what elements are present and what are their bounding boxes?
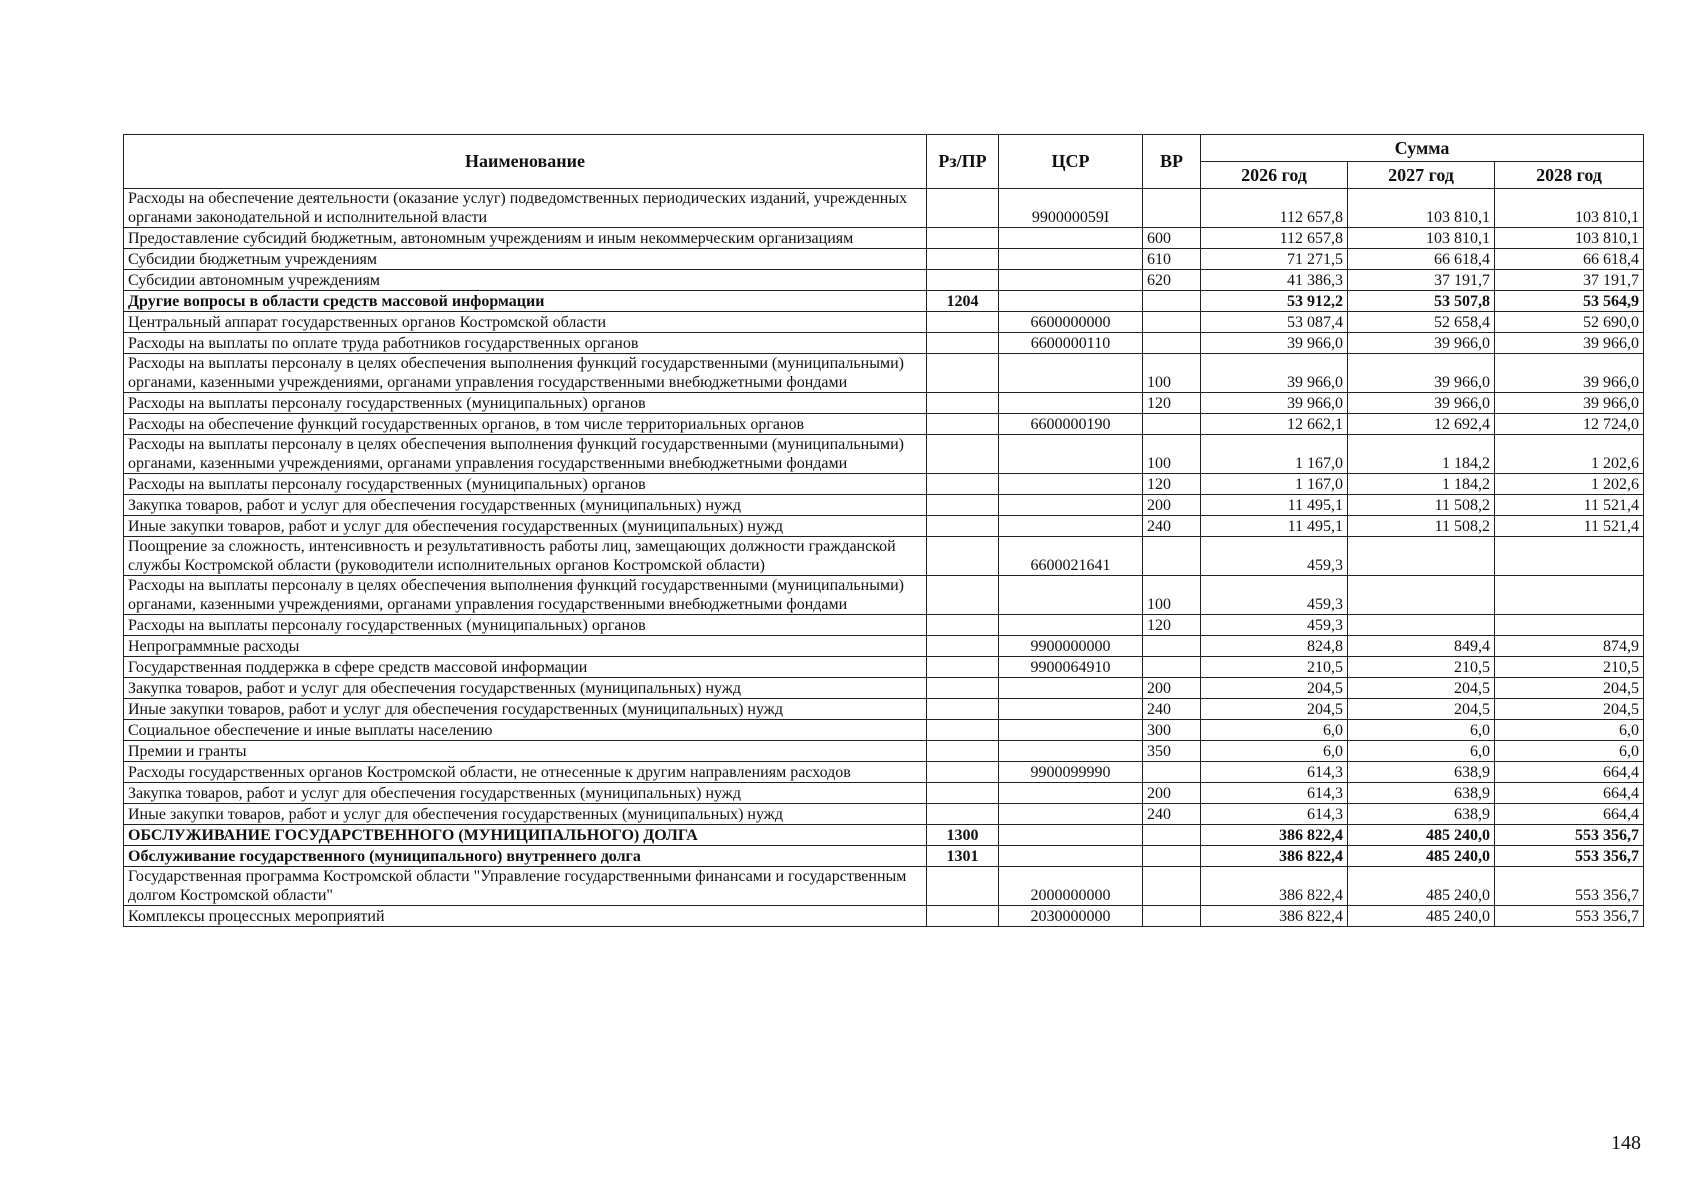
cell-rz: [927, 678, 999, 699]
cell-csr: 2000000000: [999, 867, 1143, 906]
cell-name: Иные закупки товаров, работ и услуг для обеспечения государственных (муниципальных) нужд: [124, 804, 927, 825]
table-row: [124, 333, 1644, 354]
page-number: 148: [1611, 1132, 1641, 1154]
cell-rz: [927, 720, 999, 741]
cell-2027: 1 184,2: [1348, 435, 1495, 474]
table-row: [124, 393, 1644, 414]
cell-csr: [999, 741, 1143, 762]
cell-csr: [999, 393, 1143, 414]
cell-2026: 614,3: [1201, 762, 1348, 783]
cell-rz: 1300: [927, 825, 999, 846]
cell-2026: 386 822,4: [1201, 846, 1348, 867]
cell-2027: 638,9: [1348, 783, 1495, 804]
cell-csr: 9900064910: [999, 657, 1143, 678]
cell-2028: 664,4: [1495, 804, 1644, 825]
cell-vr: 200: [1143, 783, 1201, 804]
cell-2026: 386 822,4: [1201, 825, 1348, 846]
cell-name: Государственная поддержка в сфере средств массовой информации: [124, 657, 927, 678]
header-2028: 2028 год: [1495, 162, 1644, 189]
cell-2027: [1348, 537, 1495, 576]
cell-name: Обслуживание государственного (муниципального) внутреннего долга: [124, 846, 927, 867]
cell-2028: [1495, 576, 1644, 615]
header-vr: ВР: [1143, 135, 1201, 189]
cell-vr: 120: [1143, 615, 1201, 636]
cell-2028: 52 690,0: [1495, 312, 1644, 333]
cell-2026: 71 271,5: [1201, 249, 1348, 270]
cell-2027: 37 191,7: [1348, 270, 1495, 291]
cell-vr: 610: [1143, 249, 1201, 270]
table-row: [124, 741, 1644, 762]
cell-2026: 39 966,0: [1201, 354, 1348, 393]
table-row: [124, 636, 1644, 657]
cell-vr: [1143, 636, 1201, 657]
table-row: [124, 228, 1644, 249]
cell-vr: [1143, 906, 1201, 927]
cell-csr: 9900000000: [999, 636, 1143, 657]
cell-name: Расходы на обеспечение деятельности (оказание услуг) подведомственных периодических изданий, учрежденных органами законодательной и исполнительной власти: [124, 189, 927, 228]
cell-rz: [927, 312, 999, 333]
cell-vr: 240: [1143, 516, 1201, 537]
cell-2028: 103 810,1: [1495, 189, 1644, 228]
table-row: [124, 354, 1644, 393]
cell-name: Расходы на выплаты персоналу государственных (муниципальных) органов: [124, 615, 927, 636]
cell-2028: 1 202,6: [1495, 435, 1644, 474]
table-row: [124, 537, 1644, 576]
cell-rz: [927, 741, 999, 762]
cell-2028: 103 810,1: [1495, 228, 1644, 249]
cell-rz: [927, 762, 999, 783]
cell-rz: [927, 783, 999, 804]
cell-name: Расходы на выплаты персоналу государственных (муниципальных) органов: [124, 393, 927, 414]
cell-rz: [927, 228, 999, 249]
cell-2028: 210,5: [1495, 657, 1644, 678]
cell-vr: 240: [1143, 804, 1201, 825]
cell-2028: 6,0: [1495, 720, 1644, 741]
cell-2026: 12 662,1: [1201, 414, 1348, 435]
cell-csr: [999, 699, 1143, 720]
cell-2027: 485 240,0: [1348, 906, 1495, 927]
cell-csr: [999, 615, 1143, 636]
cell-2027: 6,0: [1348, 720, 1495, 741]
cell-name: Субсидии бюджетным учреждениям: [124, 249, 927, 270]
cell-2026: 204,5: [1201, 678, 1348, 699]
cell-name: Расходы на обеспечение функций государственных органов, в том числе территориальных органов: [124, 414, 927, 435]
cell-2026: 53 912,2: [1201, 291, 1348, 312]
header-rz: Рз/ПР: [927, 135, 999, 189]
cell-vr: 200: [1143, 495, 1201, 516]
table-row: [124, 249, 1644, 270]
cell-name: Расходы на выплаты персоналу государственных (муниципальных) органов: [124, 474, 927, 495]
header-name: Наименование: [124, 135, 927, 189]
cell-2026: 1 167,0: [1201, 435, 1348, 474]
cell-2026: 614,3: [1201, 804, 1348, 825]
cell-2028: 39 966,0: [1495, 333, 1644, 354]
cell-2027: 12 692,4: [1348, 414, 1495, 435]
cell-vr: [1143, 825, 1201, 846]
header-2026: 2026 год: [1201, 162, 1348, 189]
cell-csr: 990000059I: [999, 189, 1143, 228]
cell-2027: 638,9: [1348, 804, 1495, 825]
cell-name: Расходы на выплаты по оплате труда работников государственных органов: [124, 333, 927, 354]
cell-csr: [999, 495, 1143, 516]
cell-name: Иные закупки товаров, работ и услуг для обеспечения государственных (муниципальных) нужд: [124, 516, 927, 537]
cell-vr: [1143, 312, 1201, 333]
table-row: [124, 699, 1644, 720]
cell-2026: 386 822,4: [1201, 906, 1348, 927]
cell-rz: [927, 270, 999, 291]
cell-2026: 459,3: [1201, 537, 1348, 576]
table-row: [124, 474, 1644, 495]
cell-2028: 53 564,9: [1495, 291, 1644, 312]
table-row: [124, 678, 1644, 699]
table-row: [124, 615, 1644, 636]
cell-csr: [999, 474, 1143, 495]
header-csr: ЦСР: [999, 135, 1143, 189]
table-row: [124, 495, 1644, 516]
cell-name: Предоставление субсидий бюджетным, автономным учреждениям и иным некоммерческим организациям: [124, 228, 927, 249]
cell-2027: 485 240,0: [1348, 867, 1495, 906]
cell-2027: 6,0: [1348, 741, 1495, 762]
cell-rz: [927, 804, 999, 825]
table-header: [124, 135, 1644, 189]
cell-csr: [999, 783, 1143, 804]
cell-csr: [999, 678, 1143, 699]
cell-vr: 100: [1143, 354, 1201, 393]
cell-2026: 459,3: [1201, 576, 1348, 615]
cell-2027: 1 184,2: [1348, 474, 1495, 495]
cell-name: Закупка товаров, работ и услуг для обеспечения государственных (муниципальных) нужд: [124, 783, 927, 804]
cell-2028: 39 966,0: [1495, 393, 1644, 414]
cell-vr: [1143, 762, 1201, 783]
cell-name: Комплексы процессных мероприятий: [124, 906, 927, 927]
cell-rz: [927, 537, 999, 576]
table-row: [124, 846, 1644, 867]
cell-2028: [1495, 537, 1644, 576]
cell-vr: 350: [1143, 741, 1201, 762]
cell-csr: [999, 435, 1143, 474]
cell-2028: 553 356,7: [1495, 846, 1644, 867]
cell-2028: 1 202,6: [1495, 474, 1644, 495]
cell-vr: [1143, 537, 1201, 576]
cell-rz: [927, 189, 999, 228]
cell-2027: 11 508,2: [1348, 516, 1495, 537]
cell-rz: [927, 699, 999, 720]
cell-name: Центральный аппарат государственных органов Костромской области: [124, 312, 927, 333]
cell-vr: 600: [1143, 228, 1201, 249]
cell-csr: [999, 516, 1143, 537]
cell-name: Расходы государственных органов Костромской области, не отнесенные к другим направлениям расходов: [124, 762, 927, 783]
cell-csr: [999, 576, 1143, 615]
cell-2026: 53 087,4: [1201, 312, 1348, 333]
cell-name: Поощрение за сложность, интенсивность и результативность работы лиц, замещающих должности гражданской службы Костромской области (руководители исполнительных органов Костромской области): [124, 537, 927, 576]
cell-rz: [927, 576, 999, 615]
cell-2027: 39 966,0: [1348, 393, 1495, 414]
table-row: [124, 291, 1644, 312]
cell-2027: 39 966,0: [1348, 333, 1495, 354]
table-row: [124, 576, 1644, 615]
cell-2028: 204,5: [1495, 678, 1644, 699]
cell-2026: 386 822,4: [1201, 867, 1348, 906]
cell-vr: 120: [1143, 474, 1201, 495]
cell-vr: [1143, 414, 1201, 435]
cell-2028: 553 356,7: [1495, 906, 1644, 927]
cell-2026: 6,0: [1201, 741, 1348, 762]
cell-rz: [927, 636, 999, 657]
cell-2028: 664,4: [1495, 762, 1644, 783]
cell-2027: 103 810,1: [1348, 189, 1495, 228]
table-row: [124, 657, 1644, 678]
table-row: [124, 783, 1644, 804]
cell-rz: 1204: [927, 291, 999, 312]
cell-2027: 849,4: [1348, 636, 1495, 657]
cell-csr: 6600000190: [999, 414, 1143, 435]
table-row: [124, 270, 1644, 291]
cell-csr: [999, 720, 1143, 741]
cell-vr: 240: [1143, 699, 1201, 720]
cell-rz: [927, 867, 999, 906]
cell-2027: [1348, 576, 1495, 615]
cell-csr: [999, 249, 1143, 270]
cell-2027: 52 658,4: [1348, 312, 1495, 333]
cell-2026: 112 657,8: [1201, 189, 1348, 228]
cell-rz: [927, 249, 999, 270]
table-row: [124, 906, 1644, 927]
table-row: [124, 804, 1644, 825]
cell-2026: 6,0: [1201, 720, 1348, 741]
table-row: [124, 312, 1644, 333]
cell-name: Премии и гранты: [124, 741, 927, 762]
cell-vr: 200: [1143, 678, 1201, 699]
cell-2026: 11 495,1: [1201, 495, 1348, 516]
cell-2028: 204,5: [1495, 699, 1644, 720]
cell-2027: 204,5: [1348, 699, 1495, 720]
cell-2028: 66 618,4: [1495, 249, 1644, 270]
cell-csr: [999, 291, 1143, 312]
header-sum: Сумма: [1201, 135, 1644, 162]
cell-name: Непрограммные расходы: [124, 636, 927, 657]
cell-2028: 11 521,4: [1495, 495, 1644, 516]
cell-2028: 874,9: [1495, 636, 1644, 657]
cell-2028: 37 191,7: [1495, 270, 1644, 291]
cell-2028: 11 521,4: [1495, 516, 1644, 537]
cell-csr: [999, 825, 1143, 846]
cell-vr: [1143, 291, 1201, 312]
cell-2028: 6,0: [1495, 741, 1644, 762]
table-row: [124, 435, 1644, 474]
cell-2028: 553 356,7: [1495, 825, 1644, 846]
cell-rz: [927, 474, 999, 495]
cell-2026: 210,5: [1201, 657, 1348, 678]
cell-rz: [927, 495, 999, 516]
cell-name: Закупка товаров, работ и услуг для обеспечения государственных (муниципальных) нужд: [124, 678, 927, 699]
table-row: [124, 414, 1644, 435]
cell-2026: 204,5: [1201, 699, 1348, 720]
cell-csr: 2030000000: [999, 906, 1143, 927]
cell-csr: 6600021641: [999, 537, 1143, 576]
cell-2027: 11 508,2: [1348, 495, 1495, 516]
cell-2026: 39 966,0: [1201, 393, 1348, 414]
table-row: [124, 867, 1644, 906]
cell-rz: [927, 333, 999, 354]
cell-csr: [999, 228, 1143, 249]
cell-2026: 459,3: [1201, 615, 1348, 636]
cell-vr: [1143, 333, 1201, 354]
cell-csr: [999, 270, 1143, 291]
cell-rz: [927, 615, 999, 636]
cell-name: Закупка товаров, работ и услуг для обеспечения государственных (муниципальных) нужд: [124, 495, 927, 516]
cell-name: Субсидии автономным учреждениям: [124, 270, 927, 291]
cell-rz: [927, 354, 999, 393]
header-2027: 2027 год: [1348, 162, 1495, 189]
cell-name: Расходы на выплаты персоналу в целях обеспечения выполнения функций государственными (муниципальными) органами, казенными учреждениями, органами управления государственными внебюджетными фондами: [124, 354, 927, 393]
cell-2027: 39 966,0: [1348, 354, 1495, 393]
cell-rz: [927, 657, 999, 678]
cell-vr: 100: [1143, 576, 1201, 615]
cell-2026: 824,8: [1201, 636, 1348, 657]
cell-csr: 6600000110: [999, 333, 1143, 354]
cell-vr: 620: [1143, 270, 1201, 291]
table-row: [124, 516, 1644, 537]
cell-2026: 112 657,8: [1201, 228, 1348, 249]
cell-2026: 11 495,1: [1201, 516, 1348, 537]
cell-2027: 53 507,8: [1348, 291, 1495, 312]
cell-rz: [927, 435, 999, 474]
table-row: [124, 720, 1644, 741]
cell-name: Расходы на выплаты персоналу в целях обеспечения выполнения функций государственными (муниципальными) органами, казенными учреждениями, органами управления государственными внебюджетными фондами: [124, 576, 927, 615]
cell-vr: [1143, 189, 1201, 228]
cell-2027: 638,9: [1348, 762, 1495, 783]
cell-2026: 614,3: [1201, 783, 1348, 804]
cell-2028: [1495, 615, 1644, 636]
cell-2027: [1348, 615, 1495, 636]
cell-vr: [1143, 867, 1201, 906]
cell-2028: 39 966,0: [1495, 354, 1644, 393]
cell-name: Социальное обеспечение и иные выплаты населению: [124, 720, 927, 741]
cell-vr: 120: [1143, 393, 1201, 414]
cell-name: Другие вопросы в области средств массовой информации: [124, 291, 927, 312]
cell-2026: 41 386,3: [1201, 270, 1348, 291]
cell-csr: 9900099990: [999, 762, 1143, 783]
cell-rz: [927, 393, 999, 414]
cell-name: Иные закупки товаров, работ и услуг для обеспечения государственных (муниципальных) нужд: [124, 699, 927, 720]
cell-csr: [999, 804, 1143, 825]
cell-name: ОБСЛУЖИВАНИЕ ГОСУДАРСТВЕННОГО (МУНИЦИПАЛЬНОГО) ДОЛГА: [124, 825, 927, 846]
cell-csr: [999, 846, 1143, 867]
cell-2028: 12 724,0: [1495, 414, 1644, 435]
cell-vr: [1143, 657, 1201, 678]
cell-2027: 103 810,1: [1348, 228, 1495, 249]
cell-vr: 100: [1143, 435, 1201, 474]
cell-vr: [1143, 846, 1201, 867]
cell-rz: [927, 516, 999, 537]
cell-2026: 1 167,0: [1201, 474, 1348, 495]
cell-rz: [927, 414, 999, 435]
cell-name: Государственная программа Костромской области "Управление государственными финансами и государственным долгом Костромской области": [124, 867, 927, 906]
cell-name: Расходы на выплаты персоналу в целях обеспечения выполнения функций государственными (муниципальными) органами, казенными учреждениями, органами управления государственными внебюджетными фондами: [124, 435, 927, 474]
cell-csr: [999, 354, 1143, 393]
cell-2027: 485 240,0: [1348, 825, 1495, 846]
cell-2028: 664,4: [1495, 783, 1644, 804]
budget-table: [123, 134, 1644, 927]
table-row: [124, 762, 1644, 783]
cell-2028: 553 356,7: [1495, 867, 1644, 906]
table-body: [124, 189, 1644, 927]
cell-2027: 204,5: [1348, 678, 1495, 699]
cell-2026: 39 966,0: [1201, 333, 1348, 354]
table-row: [124, 825, 1644, 846]
cell-vr: 300: [1143, 720, 1201, 741]
cell-rz: 1301: [927, 846, 999, 867]
table-row: [124, 189, 1644, 228]
cell-csr: 6600000000: [999, 312, 1143, 333]
cell-rz: [927, 906, 999, 927]
cell-2027: 485 240,0: [1348, 846, 1495, 867]
cell-2027: 210,5: [1348, 657, 1495, 678]
cell-2027: 66 618,4: [1348, 249, 1495, 270]
